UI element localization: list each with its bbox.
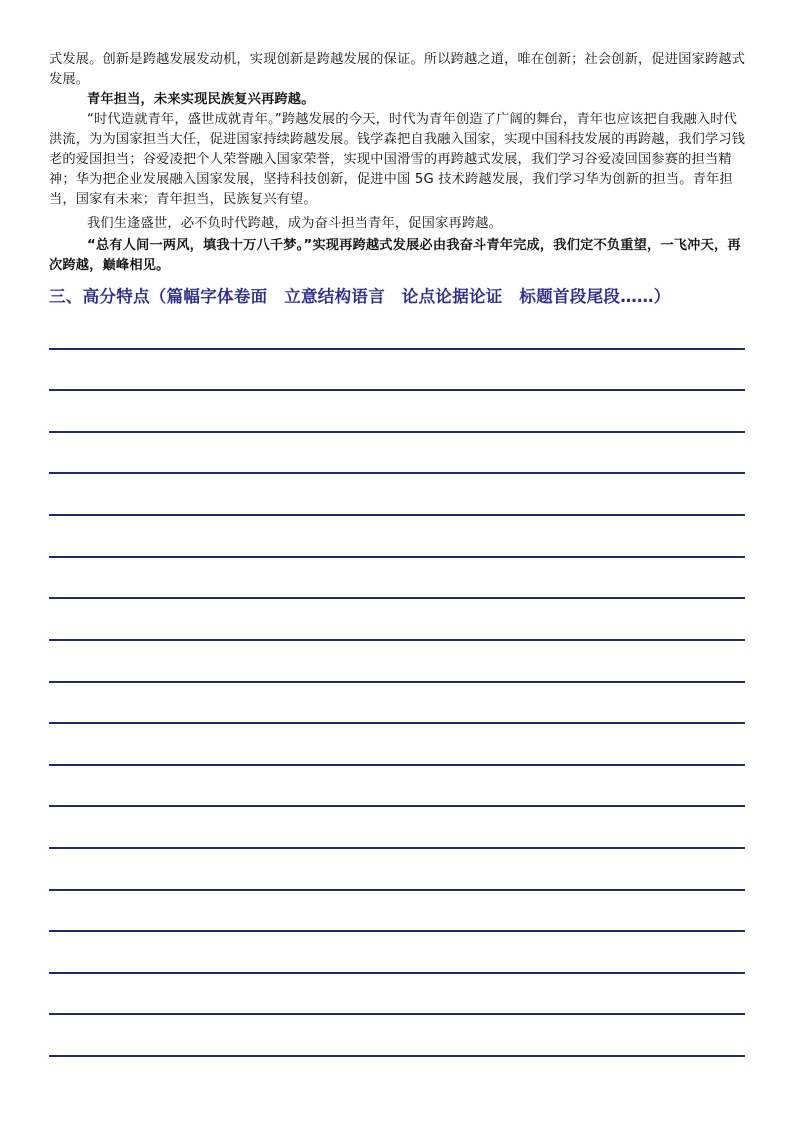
writing-line	[49, 847, 745, 849]
writing-line	[49, 597, 745, 599]
writing-line	[49, 722, 745, 724]
writing-line	[49, 639, 745, 641]
paragraph-closing-quote: “总有人间一两风，填我十万八千梦。”实现再跨越式发展必由我奋斗青年完成，我们定不负重望，一飞冲天，再次跨越，巅峰相见。	[49, 238, 741, 273]
writing-line	[49, 1055, 745, 1057]
paragraph-subheading: 青年担当，未来实现民族复兴再跨越。	[87, 92, 315, 107]
paragraph-body: “时代造就青年，盛世成就青年。”跨越发展的今天，时代为青年创造了广阔的舞台，青年也应该把自我融入时代洪流，为为国家担当大任，促进国家持续跨越发展。钱学森把自我融入国家，实现中国科技发展的再跨越，我们学习钱老的爱国担当；谷爱凌把个人荣誉融入国家荣誉，实现中国滑雪的再跨越式发展，我们学习谷爱凌回国参赛的担当精神；华为把企业发展融入国家发展，坚持科技创新，促进中国 5G 技术跨越发展，我们学习华为创新的担当。青年担当，国家有未来；青年担当，民族复兴有望。	[49, 112, 746, 207]
writing-line	[49, 681, 745, 683]
section-heading: 三、高分特点（篇幅字体卷面 立意结构语言 论点论据论证 标题首段尾段……）	[49, 287, 671, 306]
paragraph-conclusion: 我们生逢盛世，必不负时代跨越，成为奋斗担当青年，促国家再跨越。	[87, 216, 503, 231]
writing-line	[49, 930, 745, 932]
writing-line	[49, 889, 745, 891]
writing-line	[49, 348, 745, 350]
writing-line	[49, 805, 745, 807]
writing-line	[49, 472, 745, 474]
writing-line	[49, 556, 745, 558]
writing-line	[49, 972, 745, 974]
writing-line	[49, 764, 745, 766]
writing-line	[49, 1013, 745, 1015]
writing-line	[49, 514, 745, 516]
paragraph-continuation: 式发展。创新是跨越发展发动机，实现创新是跨越发展的保证。所以跨越之道，唯在创新；社会创新，促进国家跨越式发展。	[49, 52, 746, 87]
writing-line	[49, 431, 745, 433]
writing-line	[49, 389, 745, 391]
